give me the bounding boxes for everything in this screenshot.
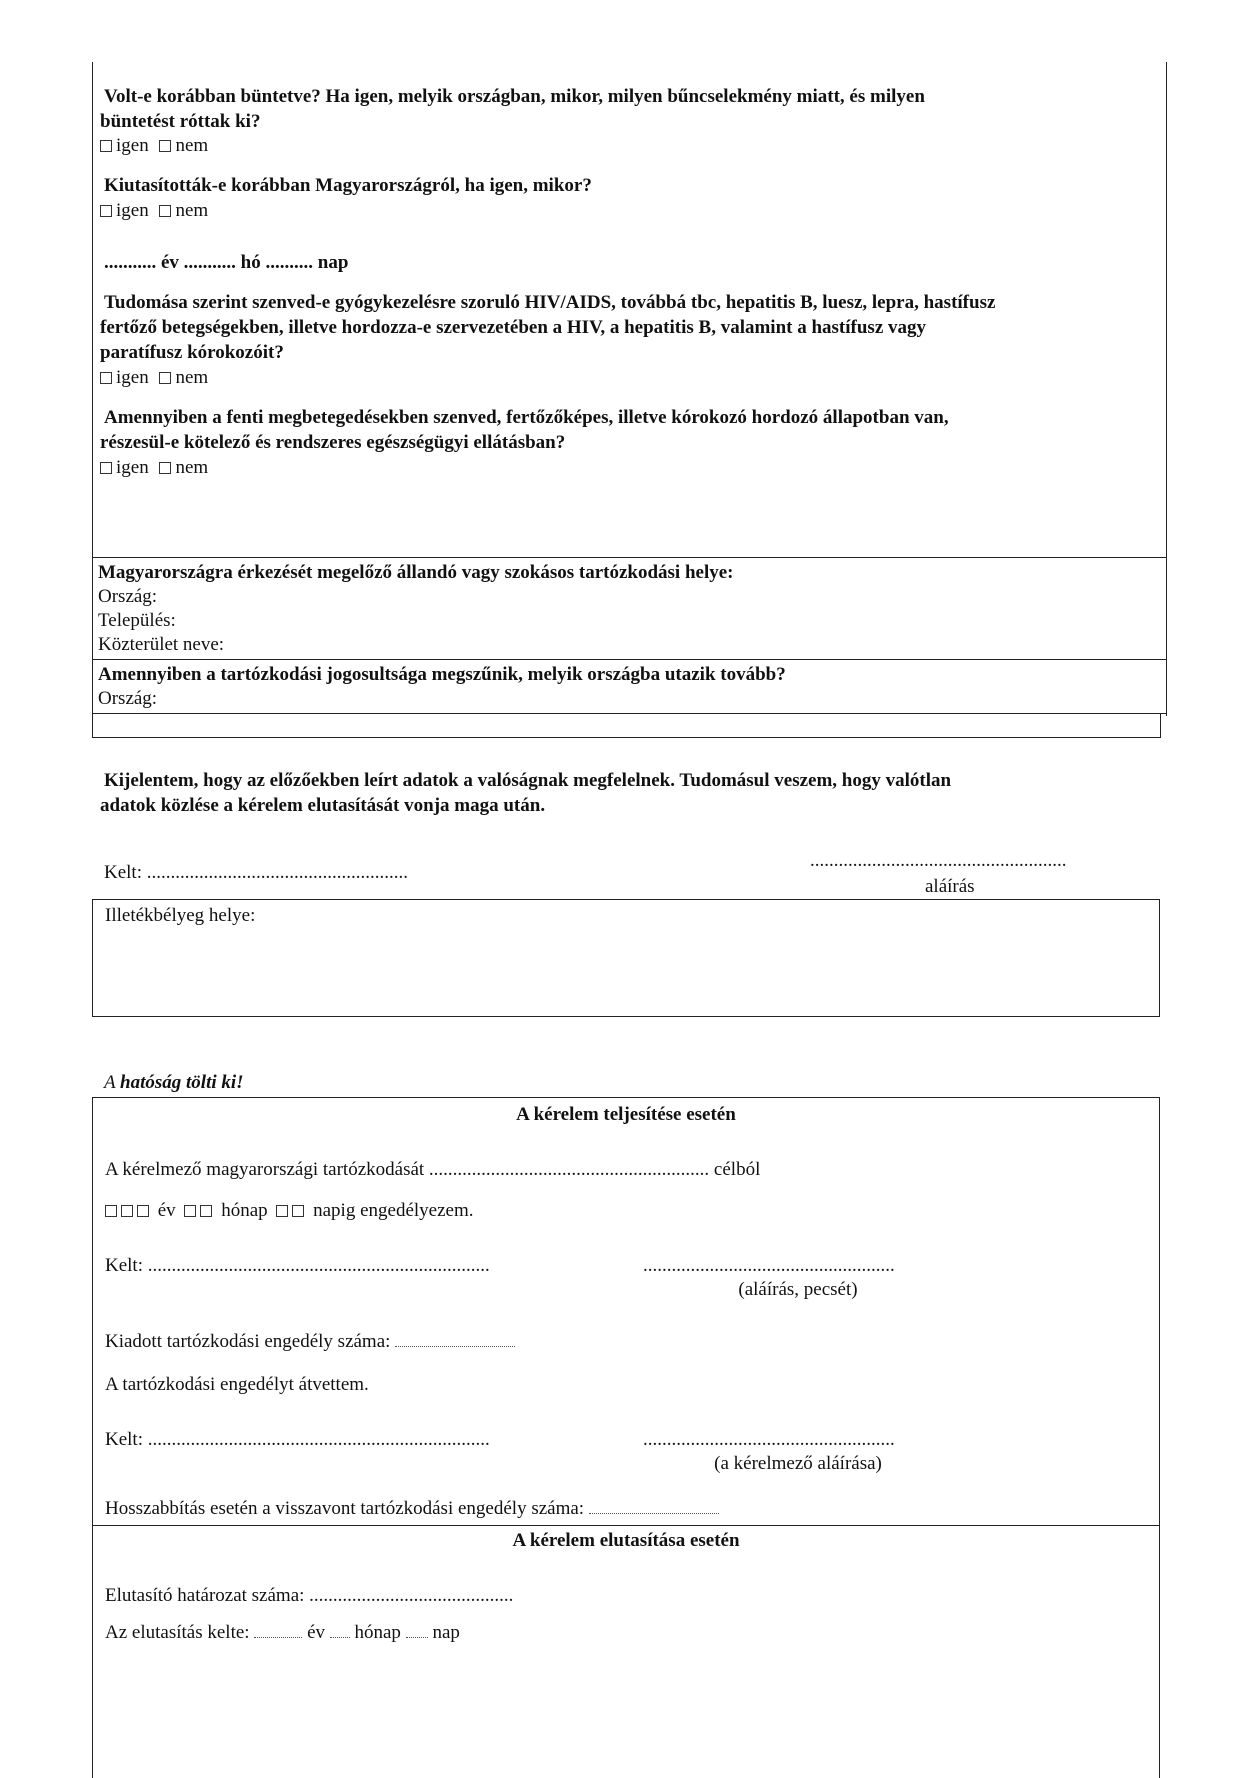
year-digit-box[interactable] — [105, 1205, 117, 1217]
month-label: hónap — [221, 1200, 268, 1221]
question-3 — [100, 290, 996, 365]
option-yes-label: igen — [116, 457, 149, 478]
reject-day-boxes[interactable] — [406, 1625, 428, 1638]
reject-date-label: Az elutasítás kelte: — [105, 1622, 250, 1643]
authority-note-prefix: A — [104, 1072, 121, 1093]
revoked-permit-label: Hosszabbítás esetén a visszavont tartózkodási engedély száma: — [105, 1498, 585, 1519]
signature-line-1[interactable]: ..................................................... — [643, 1255, 895, 1276]
question-2: Kiutasították-e korábban Magyarországról, ha igen, mikor? — [104, 175, 592, 196]
question-4-line1: Amennyiben a fenti megbetegedésekben szenved, fertőzőképes, illetve kórokozó hordozó állapotban van, — [104, 407, 949, 428]
signature-label-1: (aláírás, pecsét) — [738, 1279, 858, 1300]
day-digit-box[interactable] — [276, 1205, 288, 1217]
divider — [92, 737, 1160, 738]
month-digit-box[interactable] — [184, 1205, 196, 1217]
permit-number-label: Kiadott tartózkodási engedély száma: — [105, 1331, 391, 1352]
permit-number — [105, 1331, 515, 1353]
checkbox-yes[interactable] — [100, 462, 112, 474]
kelt-field-2[interactable]: Kelt: ........................................................................ — [105, 1429, 490, 1450]
question-1-line1: Volt-e korábban büntetve? Ha igen, melyik országban, mikor, milyen bűncselekmény miatt, és milyen — [104, 86, 925, 107]
checkbox-yes[interactable] — [100, 140, 112, 152]
question-4 — [100, 405, 949, 455]
revoked-permit-number — [105, 1498, 719, 1520]
approve-title: A kérelem teljesítése esetén — [516, 1104, 736, 1125]
divider — [93, 1525, 1159, 1526]
option-no-label: nem — [175, 457, 209, 478]
question-3-line2: fertőző betegségekben, illetve hordozza-e szervezetében a HIV, a hepatitis B, valamint a hastífusz vagy — [100, 317, 927, 338]
onward-section — [98, 663, 786, 711]
option-yes-label: igen — [116, 200, 149, 221]
declaration-line1: Kijelentem, hogy az előzőekben leírt adatok a valóságnak megfelelnek. Tudomásul veszem, hogy valótlan — [104, 770, 952, 791]
question-1-options — [100, 135, 208, 157]
day-label: napig engedélyezem. — [313, 1200, 474, 1221]
residence-section — [98, 561, 734, 657]
divider — [92, 713, 1166, 714]
kelt-field-1[interactable]: Kelt: ........................................................................ — [105, 1255, 490, 1276]
signature-label: aláírás — [925, 876, 975, 897]
year-digit-box[interactable] — [137, 1205, 149, 1217]
stamp-box[interactable] — [92, 899, 1160, 1017]
frame-left — [92, 62, 93, 737]
option-no-label: nem — [175, 200, 209, 221]
permit-number-boxes[interactable] — [395, 1334, 515, 1347]
reject-date — [105, 1622, 460, 1644]
divider — [92, 659, 1166, 660]
divider — [92, 557, 1166, 558]
option-yes-label: igen — [116, 135, 149, 156]
year-digit-box[interactable] — [121, 1205, 133, 1217]
expulsion-date-line: ........... év ........... hó .......... nap — [104, 252, 349, 273]
option-no-label: nem — [175, 135, 209, 156]
residence-settlement: Település: — [98, 610, 176, 631]
reject-month-boxes[interactable] — [330, 1625, 350, 1638]
declaration — [100, 768, 952, 818]
day-digit-box[interactable] — [292, 1205, 304, 1217]
month-digit-box[interactable] — [200, 1205, 212, 1217]
authority-note — [104, 1072, 244, 1094]
question-1 — [100, 84, 1164, 134]
signature-line[interactable]: ...................................................... — [810, 850, 1067, 871]
question-3-options — [100, 367, 208, 389]
option-yes-label: igen — [116, 367, 149, 388]
checkbox-no[interactable] — [159, 140, 171, 152]
residence-street: Közterület neve: — [98, 634, 225, 655]
reject-month-label: hónap — [354, 1622, 401, 1643]
kelt-field[interactable]: Kelt: ....................................................... — [104, 862, 408, 883]
authority-box — [92, 1097, 1160, 1778]
option-no-label: nem — [175, 367, 209, 388]
purpose-line[interactable]: A kérelmező magyarországi tartózkodását ........................................................... célból — [105, 1159, 761, 1180]
residence-title: Magyarországra érkezését megelőző állandó vagy szokásos tartózkodási helye: — [98, 562, 734, 583]
checkbox-yes[interactable] — [100, 205, 112, 217]
checkbox-no[interactable] — [159, 372, 171, 384]
authority-note-bold: hatóság tölti ki! — [120, 1072, 244, 1093]
frame-right-short — [1160, 713, 1161, 738]
stamp-label: Illetékbélyeg helye: — [105, 905, 256, 926]
residence-country: Ország: — [98, 586, 158, 607]
checkbox-no[interactable] — [159, 462, 171, 474]
signature-line-2[interactable]: ..................................................... — [643, 1429, 895, 1450]
reject-year-label: év — [307, 1622, 325, 1643]
question-3-line1: Tudomása szerint szenved-e gyógykezelésre szoruló HIV/AIDS, továbbá tbc, hepatitis B, luesz, lepra, hastífusz — [104, 292, 996, 313]
reject-number[interactable]: Elutasító határozat száma: ........................................... — [105, 1585, 514, 1606]
received-line: A tartózkodási engedélyt átvettem. — [105, 1374, 369, 1395]
question-3-line3: paratífusz kórokozóit? — [100, 342, 284, 363]
declaration-line2: adatok közlése a kérelem elutasítását vonja maga után. — [100, 795, 546, 816]
question-1-line2: büntetést róttak ki? — [100, 111, 261, 132]
question-4-options — [100, 457, 208, 479]
period-line — [105, 1200, 474, 1222]
year-label: év — [157, 1200, 176, 1221]
checkbox-no[interactable] — [159, 205, 171, 217]
question-2-options — [100, 200, 208, 222]
question-4-line2: részesül-e kötelező és rendszeres egészségügyi ellátásban? — [100, 432, 566, 453]
onward-title: Amennyiben a tartózkodási jogosultsága megszűnik, melyik országba utazik tovább? — [98, 664, 786, 685]
frame-right — [1166, 62, 1167, 716]
checkbox-yes[interactable] — [100, 372, 112, 384]
reject-day-label: nap — [432, 1622, 460, 1643]
reject-year-boxes[interactable] — [254, 1625, 302, 1638]
reject-title: A kérelem elutasítása esetén — [512, 1530, 740, 1551]
signature-label-2: (a kérelmező aláírása) — [714, 1453, 882, 1474]
onward-country: Ország: — [98, 688, 158, 709]
revoked-permit-boxes[interactable] — [589, 1501, 719, 1514]
